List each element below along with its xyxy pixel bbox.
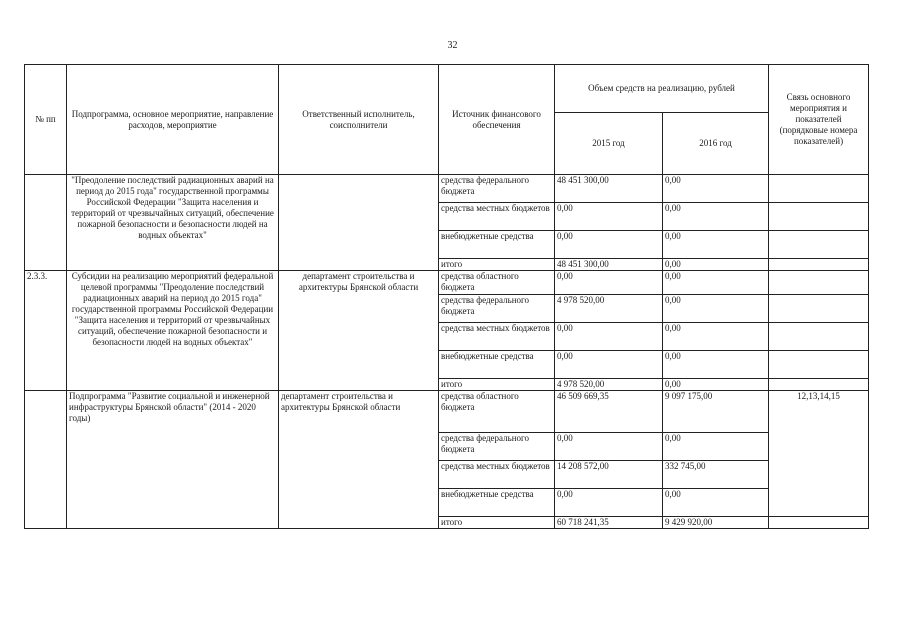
indicator-link-empty: [769, 259, 869, 271]
header-col-responsible: Ответственный исполнитель, соисполнители: [279, 65, 439, 175]
funding-source: средства федерального бюджета: [439, 175, 555, 203]
table-row: [25, 391, 869, 433]
activity-name: "Преодоление последствий радиационных аварий на период до 2015 года" государственной программы Российской Федерации "Защита населения и территорий от чрезвычайных ситуаций, обеспечение пожарной безопасности и безопасности людей на водных объектах": [67, 175, 279, 271]
amount-2015: 0,00: [555, 489, 663, 517]
funding-source: средства федерального бюджета: [439, 433, 555, 461]
header-col-no: № пп: [25, 65, 67, 175]
budget-table: [24, 64, 869, 529]
amount-2015: 14 208 572,00: [555, 461, 663, 489]
amount-2016: 0,00: [663, 351, 769, 379]
row-number: [25, 391, 67, 529]
amount-2016-total: 9 429 920,00: [663, 517, 769, 529]
amount-2016: 0,00: [663, 271, 769, 295]
table-row: [25, 175, 869, 203]
activity-name: Подпрограмма "Развитие социальной и инженерной инфраструктуры Брянской области" (2014 - 2020 годы): [67, 391, 279, 529]
amount-2016: 0,00: [663, 175, 769, 203]
amount-2016-total: 0,00: [663, 379, 769, 391]
amount-2016: 0,00: [663, 323, 769, 351]
amount-2016: 0,00: [663, 295, 769, 323]
header-col-2015: 2015 год: [555, 113, 663, 175]
amount-2016: 332 745,00: [663, 461, 769, 489]
amount-2015: 0,00: [555, 433, 663, 461]
header-col-link: Связь основного мероприятия и показателей (порядковые номера показателей): [769, 65, 869, 175]
funding-source: средства федерального бюджета: [439, 295, 555, 323]
funding-source: средства областного бюджета: [439, 271, 555, 295]
amount-2016: 0,00: [663, 203, 769, 231]
indicator-link-empty: [769, 323, 869, 351]
amount-2016: 0,00: [663, 231, 769, 259]
header-col-volume: Объем средств на реализацию, рублей: [555, 65, 769, 113]
header-col-name: Подпрограмма, основное мероприятие, направление расходов, мероприятие: [67, 65, 279, 175]
funding-source: внебюджетные средства: [439, 351, 555, 379]
page-number: 32: [447, 40, 458, 51]
amount-2015-total: 4 978 520,00: [555, 379, 663, 391]
responsible-executor: департамент строительства и архитектуры Брянской области: [279, 271, 439, 391]
table-row: [25, 271, 869, 295]
row-number: [25, 175, 67, 271]
amount-2015: 0,00: [555, 351, 663, 379]
funding-source-total: итого: [439, 517, 555, 529]
row-number: 2.3.3.: [25, 271, 67, 391]
amount-2015-total: 60 718 241,35: [555, 517, 663, 529]
amount-2015: 0,00: [555, 203, 663, 231]
funding-source-total: итого: [439, 379, 555, 391]
funding-source: средства местных бюджетов: [439, 203, 555, 231]
amount-2015: 46 509 669,35: [555, 391, 663, 433]
indicator-link-empty: [769, 517, 869, 529]
indicator-link: [769, 175, 869, 203]
amount-2015: 4 978 520,00: [555, 295, 663, 323]
amount-2015-total: 48 451 300,00: [555, 259, 663, 271]
amount-2016-total: 0,00: [663, 259, 769, 271]
indicator-link: [769, 271, 869, 295]
funding-source: внебюджетные средства: [439, 489, 555, 517]
table-body: [25, 175, 869, 529]
activity-name: Субсидии на реализацию мероприятий федеральной целевой программы "Преодоление последствий радиационных аварий на период до 2015 года" государственной программы Российской Федерации "Защита населения и территорий от чрезвычайных ситуаций, обеспечение пожарной безопасности и безопасности людей на водных объектах": [67, 271, 279, 391]
amount-2016: 0,00: [663, 433, 769, 461]
amount-2015: 48 451 300,00: [555, 175, 663, 203]
amount-2016: 0,00: [663, 489, 769, 517]
funding-source: средства местных бюджетов: [439, 461, 555, 489]
indicator-link-empty: [769, 231, 869, 259]
indicator-link-empty: [769, 295, 869, 323]
funding-source-total: итого: [439, 259, 555, 271]
amount-2015: 0,00: [555, 323, 663, 351]
header-col-source: Источник финансового обеспечения: [439, 65, 555, 175]
amount-2016: 9 097 175,00: [663, 391, 769, 433]
responsible-executor: [279, 175, 439, 271]
amount-2015: 0,00: [555, 271, 663, 295]
indicator-link: 12,13,14,15: [769, 391, 869, 517]
responsible-executor: департамент строительства и архитектуры Брянской области: [279, 391, 439, 529]
funding-source: средства областного бюджета: [439, 391, 555, 433]
indicator-link-empty: [769, 203, 869, 231]
funding-source: внебюджетные средства: [439, 231, 555, 259]
indicator-link-empty: [769, 351, 869, 379]
amount-2015: 0,00: [555, 231, 663, 259]
funding-source: средства местных бюджетов: [439, 323, 555, 351]
indicator-link-empty: [769, 379, 869, 391]
header-col-2016: 2016 год: [663, 113, 769, 175]
